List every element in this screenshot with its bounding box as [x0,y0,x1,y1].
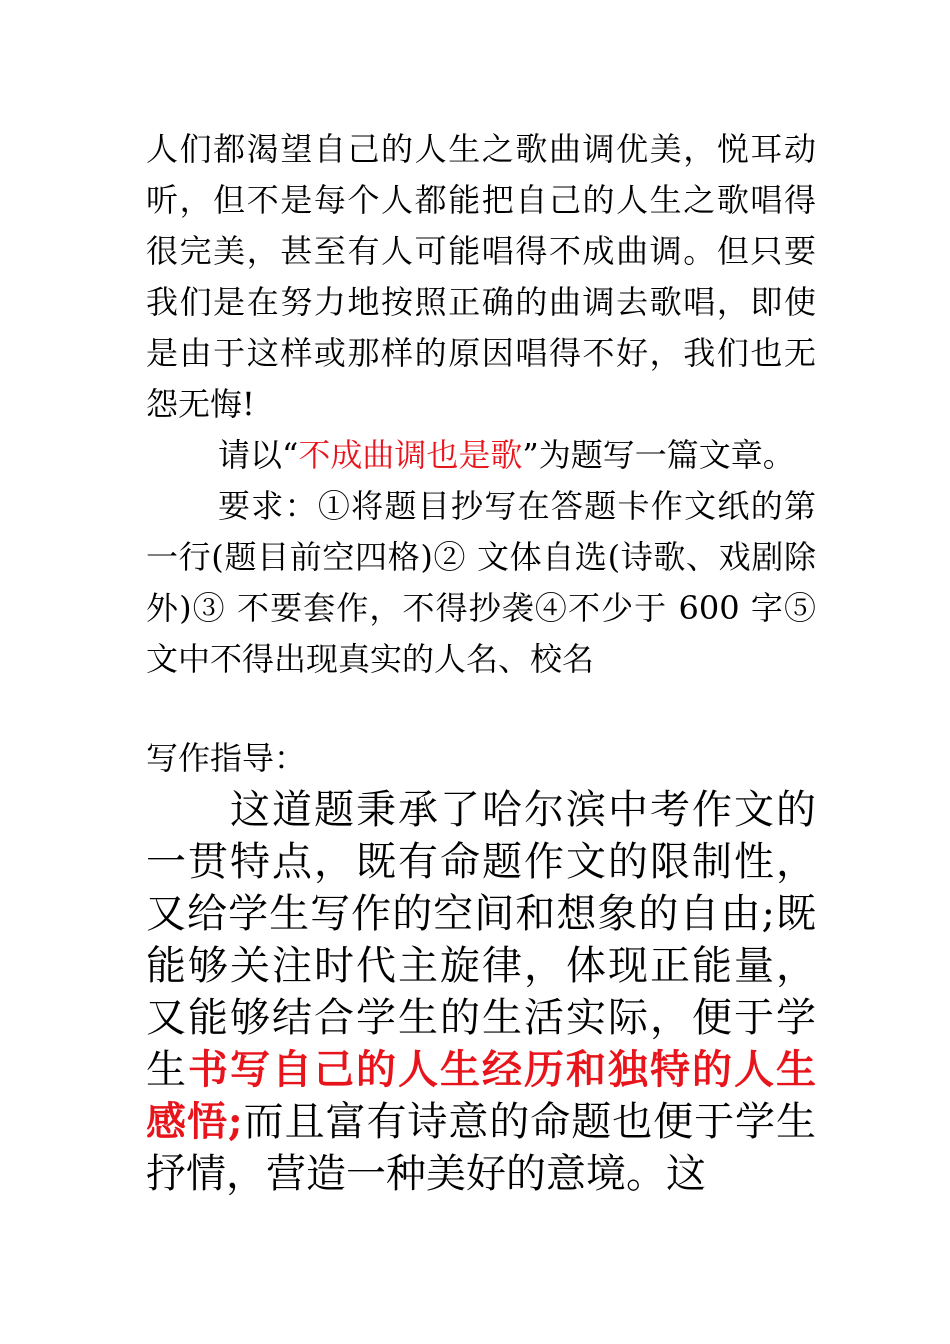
guidance-heading [146,733,816,784]
prompt-after: ”为题写一篇文章。 [522,436,795,474]
guidance-highlight: 书写自己的人生经历和独特的人生感悟; [146,1046,816,1145]
essay-title: 不成曲调也是歌 [298,436,523,474]
requirements-paragraph [146,481,816,685]
prompt-before: 请以“ [218,436,299,474]
prompt-paragraph [146,430,816,481]
requirements-text: 要求：①将题目抄写在答题卡作文纸的第一行(题目前空四格)② 文体自选(诗歌、戏剧除外)③ 不要套作，不得抄袭④不少于 600 字⑤文中不得出现真实的人名、校名 [146,487,816,678]
guidance-part1: 这道题秉承了哈尔滨中考作文的一贯特点，既有命题作文的限制性，又给学生写作的空间和想象的自由;既能够关注时代主旋律，体现正能量，又能够结合学生的生活实际，便于学生 [146,787,816,1093]
document-body [146,124,816,1200]
guidance-paragraph [146,784,816,1200]
guidance-part2: 而且富有诗意的命题也便于学生抒情，营造一种美好的意境。这 [146,1099,817,1197]
guidance-heading-text: 写作指导： [146,739,307,777]
intro-paragraph [146,124,816,430]
spacer [146,685,816,733]
intro-text: 人们都渴望自己的人生之歌曲调优美，悦耳动听，但不是每个人都能把自己的人生之歌唱得很完美，甚至有人可能唱得不成曲调。但只要我们是在努力地按照正确的曲调去歌唱，即使是由于这样或那样的原因唱得不好，我们也无怨无悔! [146,130,816,423]
